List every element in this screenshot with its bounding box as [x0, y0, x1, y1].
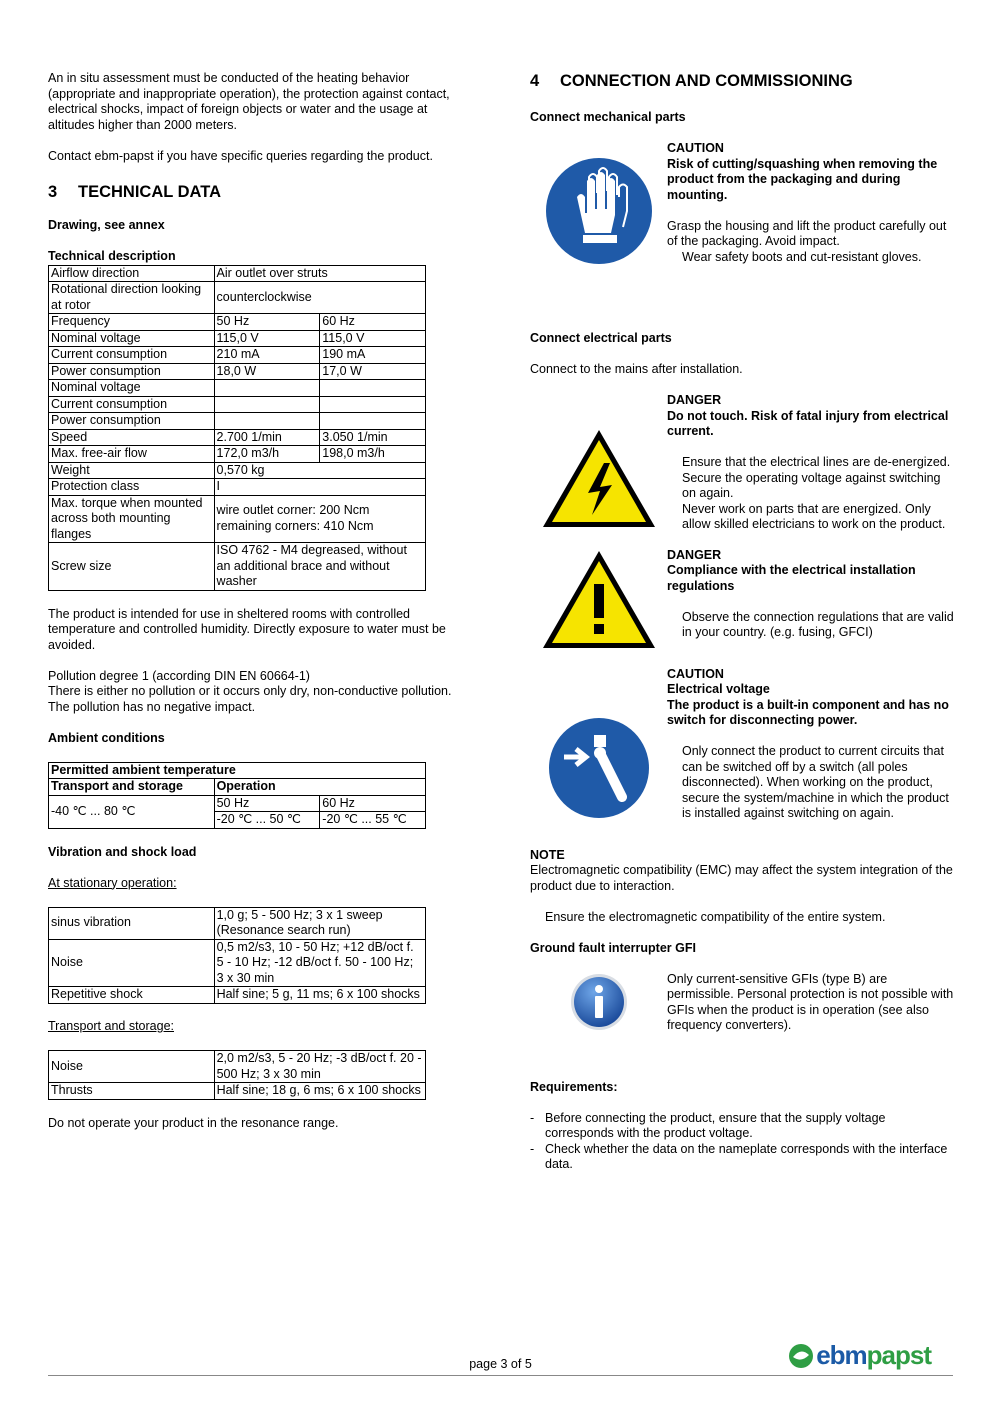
- caution-voltage-block: CAUTION Electrical voltage The product is a built-in component and has no switch for disconnecting power. Only connect the product to current circuits that can be switched off by a switch (all poles disconnected). When working on the product, secure the system/machine in which the product is installed against switching on again.: [530, 667, 955, 823]
- list-item: - Check whether the data on the nameplate corresponds with the interface data.: [530, 1142, 955, 1173]
- table-row: Repetitive shock Half sine; 5 g, 11 ms; 6 x 100 shocks: [49, 987, 426, 1004]
- high-voltage-icon: [540, 427, 658, 531]
- danger-electric-block: DANGER Do not touch. Risk of fatal injury from electrical current. Ensure that the electrical lines are de-energized. Secure the operating voltage against switching on again. Never work on parts that are energized. Only allow skilled electricians to work on the product.: [530, 393, 955, 533]
- table-row: Speed 2.700 1/min 3.050 1/min: [49, 429, 426, 446]
- tech-table: [48, 265, 426, 591]
- sheltered-text: The product is intended for use in sheltered rooms with controlled temperature and controlled humidity. Directly exposure to water must be avoided.: [48, 606, 446, 652]
- ambient-heading: Ambient conditions: [48, 730, 165, 745]
- left-column: [48, 71, 468, 1131]
- table-row: Nominal voltage 115,0 V 115,0 V: [49, 330, 426, 347]
- table-row: Max. torque when mounted across both mounting flanges wire outlet corner: 200 Ncm remaining corners: 410 Ncm: [49, 495, 426, 543]
- resonance-text: Do not operate your product in the resonance range.: [48, 1115, 339, 1130]
- ebmpapst-logo: ebm papst: [788, 1343, 931, 1369]
- table-row: Current consumption: [49, 396, 426, 413]
- table-row: Current consumption 210 mA 190 mA: [49, 347, 426, 364]
- table-row: sinus vibration 1,0 g; 5 - 500 Hz; 3 x 1 sweep (Resonance search run): [49, 907, 426, 939]
- table-row: Nominal voltage: [49, 380, 426, 397]
- table-row: Screw size ISO 4762 - M4 degreased, without an additional brace and without washer: [49, 543, 426, 591]
- gloves-icon: [541, 153, 657, 269]
- section-4-heading: 4 CONNECTION AND COMMISSIONING: [530, 72, 853, 90]
- note-action: Ensure the electromagnetic compatibility of the entire system.: [545, 909, 886, 924]
- table-row: Airflow direction Air outlet over struts: [49, 265, 426, 282]
- stationary-heading: At stationary operation:: [48, 875, 177, 890]
- vibration-table: [48, 907, 426, 1004]
- requirements-heading: Requirements:: [530, 1079, 618, 1094]
- disconnect-icon: [544, 713, 654, 823]
- page-footer: [48, 1340, 953, 1376]
- pollution-title: Pollution degree 1 (according DIN EN 60664-1): [48, 668, 310, 683]
- danger-compliance-block: DANGER Compliance with the electrical installation regulations Observe the connection regulations that are valid in your country. (e.g. fusing, GFCI): [530, 548, 955, 652]
- drawing-note: Drawing, see annex: [48, 218, 165, 232]
- mains-text: Connect to the mains after installation.: [530, 362, 743, 376]
- table-row: Power consumption 18,0 W 17,0 W: [49, 363, 426, 380]
- gfi-block: Only current-sensitive GFIs (type B) are permissible. Personal protection is not possible with GFIs when the product is in operation (see also frequency converters).: [530, 972, 955, 1034]
- pollution-text: There is either no pollution or it occurs only dry, non-conductive pollution. The pollution has no negative impact.: [48, 684, 452, 714]
- section-3-heading: 3 TECHNICAL DATA: [48, 183, 221, 201]
- table-row: Rotational direction looking at rotor counterclockwise: [49, 282, 426, 314]
- intro-text: An in situ assessment must be conducted of the heating behavior (appropriate and inappropriate operation), the protection against contact, electrical shocks, impact of foreign objects or water and the usage at altitudes higher than 2000 meters.: [48, 71, 450, 132]
- table-row: Max. free-air flow 172,0 m3/h 198,0 m3/h: [49, 446, 426, 463]
- transport-heading: Transport and storage:: [48, 1019, 174, 1033]
- note-text: Electromagnetic compatibility (EMC) may affect the system integration of the product due to interaction.: [530, 863, 953, 893]
- logo-swirl-icon: [788, 1343, 814, 1369]
- table-row: Weight 0,570 kg: [49, 462, 426, 479]
- warning-icon: [540, 548, 658, 652]
- ambient-table: Permitted ambient temperature Transport and storage Operation -40 ℃ ... 80 ℃ 50 Hz 60 Hz -20 ℃ ... 50 ℃ -20 ℃ ... 55 ℃: [48, 762, 426, 829]
- list-item: - Before connecting the product, ensure that the supply voltage corresponds with the product voltage.: [530, 1111, 955, 1142]
- info-icon: [569, 972, 629, 1032]
- right-column: [530, 71, 955, 1173]
- table-row: Noise 0,5 m2/s3, 10 - 50 Hz; +12 dB/oct f. 5 - 10 Hz; -12 dB/oct f. 50 - 100 Hz; 3 x 30 min: [49, 939, 426, 987]
- table-row: Power consumption: [49, 413, 426, 430]
- mech-heading: Connect mechanical parts: [530, 110, 686, 124]
- table-row: Noise 2,0 m2/s3, 5 - 20 Hz; -3 dB/oct f. 20 - 500 Hz; 3 x 30 min: [49, 1051, 426, 1083]
- caution-gloves-block: CAUTION Risk of cutting/squashing when removing the product from the packaging and during mounting. Grasp the housing and lift the product carefully out of the packaging. Avoid impact. Wear safety boots and cut-resistant gloves.: [530, 141, 955, 269]
- page-number: page 3 of 5: [469, 1357, 532, 1371]
- contact-text: Contact ebm-papst if you have specific queries regarding the product.: [48, 148, 433, 163]
- requirements-list: [530, 1111, 955, 1173]
- tech-desc-heading: Technical description: [48, 249, 176, 263]
- elec-heading: Connect electrical parts: [530, 331, 672, 345]
- transport-table: [48, 1050, 426, 1100]
- table-row: Protection class I: [49, 479, 426, 496]
- vibration-heading: Vibration and shock load: [48, 844, 197, 859]
- note-label: NOTE: [530, 847, 565, 862]
- gfi-heading: Ground fault interrupter GFI: [530, 940, 696, 955]
- table-row: Thrusts Half sine; 18 g, 6 ms; 6 x 100 shocks: [49, 1083, 426, 1100]
- table-row: Frequency 50 Hz 60 Hz: [49, 314, 426, 331]
